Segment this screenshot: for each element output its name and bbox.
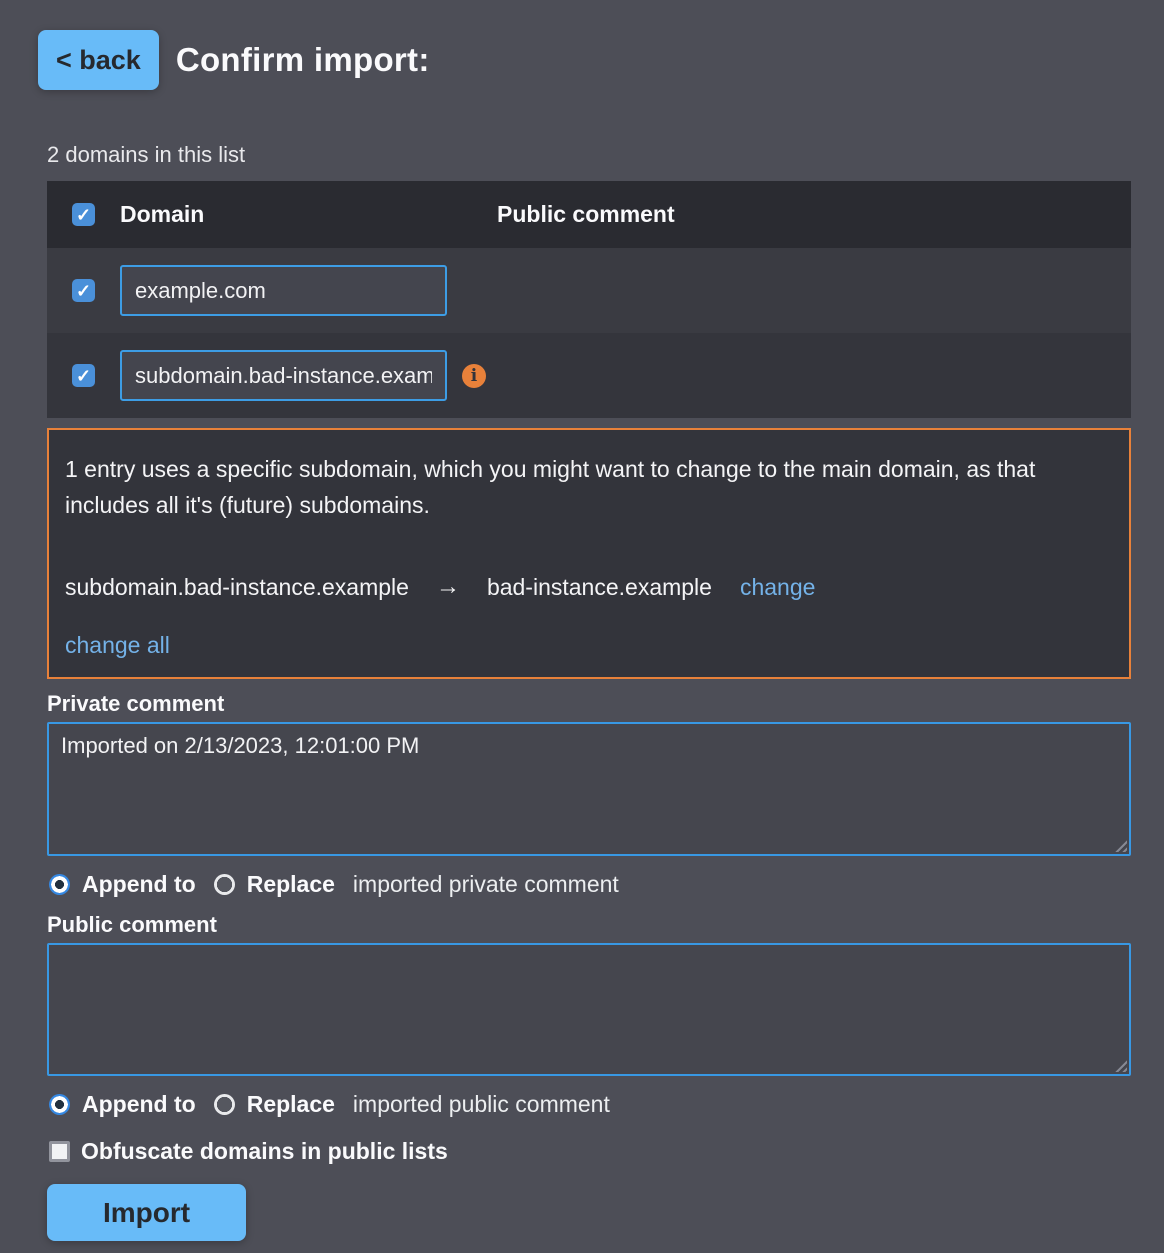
append-public-label: Append to [82,1091,196,1117]
domain-table [47,181,1131,418]
public-comment-mode-row [49,1091,1130,1118]
replace-public-label: Replace [246,1091,335,1117]
checkmark-icon: ✓ [75,204,92,225]
obfuscate-label: Obfuscate domains in public lists [81,1138,448,1164]
private-comment-textarea[interactable] [47,722,1131,856]
replace-private-label: Replace [246,871,335,897]
row-checkbox[interactable] [72,279,95,302]
obfuscate-checkbox[interactable] [49,1141,70,1162]
row-checkbox[interactable] [72,364,95,387]
column-header-domain: Domain [120,201,205,227]
private-comment-label: Private comment [47,691,225,716]
domain-input[interactable] [120,265,447,316]
replace-public-radio[interactable] [214,1094,235,1115]
private-mode-suffix: imported private comment [352,871,619,897]
info-icon[interactable]: i [462,364,486,388]
domain-count-summary: 2 domains in this list [47,142,246,167]
append-private-label: Append to [82,871,196,897]
right-arrow-icon: → [435,573,460,600]
subdomain-mapping-row [65,573,1113,601]
table-header-row [47,181,1131,248]
public-comment-textarea[interactable] [47,943,1131,1076]
public-comment-label: Public comment [47,912,217,937]
subdomain-warning-box [47,428,1131,679]
back-button[interactable]: < back [38,30,159,90]
append-private-radio[interactable] [49,874,70,895]
domain-input[interactable] [120,350,447,401]
change-all-link[interactable]: change all [65,632,170,658]
select-all-checkbox[interactable] [72,203,95,226]
public-mode-suffix: imported public comment [352,1091,610,1117]
mapping-from: subdomain.bad-instance.example [65,573,409,600]
checkmark-icon: ✓ [75,280,92,301]
checkmark-icon: ✓ [75,365,92,386]
table-row [47,333,1131,418]
page-title: Confirm import: [175,41,430,78]
column-header-public-comment: Public comment [497,201,675,227]
change-link[interactable]: change [739,573,816,600]
warning-message: 1 entry uses a specific subdomain, which you might want to change to the main domain, as that includes all it's (future) subdomains. [65,456,1036,518]
mapping-to: bad-instance.example [486,573,712,600]
private-comment-mode-row [49,871,1130,898]
replace-private-radio[interactable] [214,874,235,895]
obfuscate-row [49,1138,1130,1165]
import-button[interactable]: Import [47,1184,246,1241]
title-row [38,30,1130,90]
table-row [47,248,1131,333]
append-public-radio[interactable] [49,1094,70,1115]
